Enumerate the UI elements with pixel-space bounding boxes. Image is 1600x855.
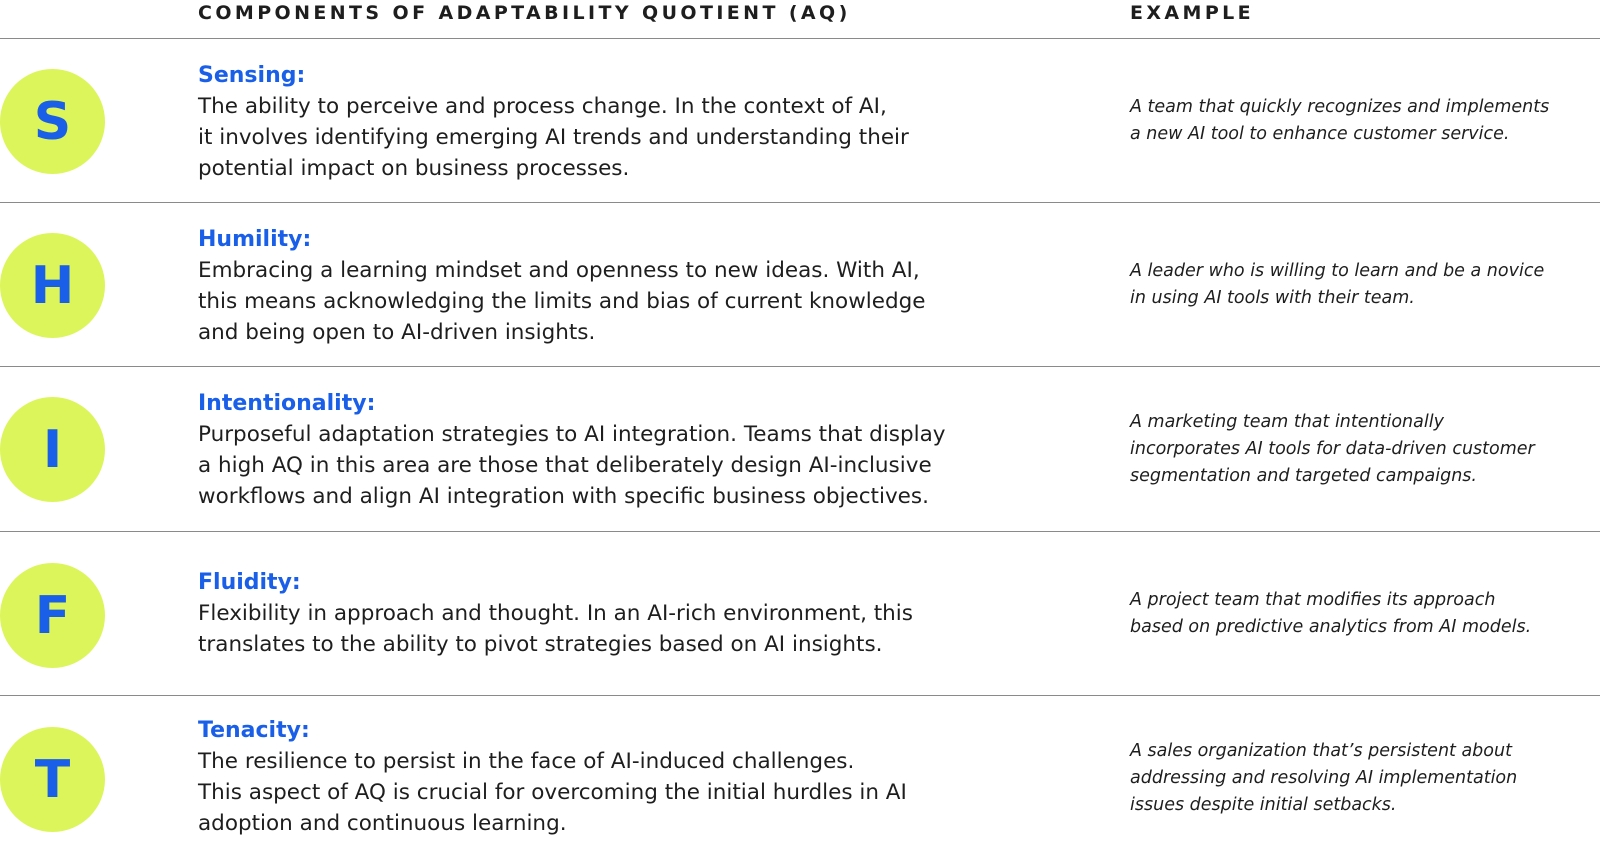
example-line: issues despite initial setbacks. [1130,795,1397,815]
term-humility: Humility: [198,227,312,252]
description-line: adoption and continuous learning. [198,811,567,836]
description-line: This aspect of AQ is crucial for overcoming the initial hurdles in AI [198,780,907,805]
description-line: The ability to perceive and process change. In the context of AI, [198,94,887,119]
example-fluidity [1130,587,1600,641]
example-line: in using AI tools with their team. [1130,288,1415,308]
description-humility [198,255,1078,348]
example-intentionality [1130,409,1600,490]
description-line: Embracing a learning mindset and openness to new ideas. With AI, [198,258,920,283]
example-line: based on predictive analytics from AI models. [1130,617,1532,637]
description-line: this means acknowledging the limits and bias of current knowledge [198,289,926,314]
description-tenacity [198,746,1078,839]
components-column-header: COMPONENTS OF ADAPTABILITY QUOTIENT (AQ) [198,2,851,24]
table-row-sensing [0,39,1600,203]
term-fluidity: Fluidity: [198,570,301,595]
letter-badge-f [0,563,105,668]
description-line: a high AQ in this area are those that deliberately design AI-inclusive [198,453,932,478]
letter-f: F [34,585,71,646]
table-row-intentionality [0,367,1600,532]
description-line: translates to the ability to pivot strategies based on AI insights. [198,632,883,657]
example-line: segmentation and targeted campaigns. [1130,466,1477,486]
component-intentionality [198,389,1078,512]
component-tenacity [198,716,1078,839]
description-fluidity [198,598,1078,660]
example-line: A marketing team that intentionally [1130,412,1444,432]
description-intentionality [198,419,1078,512]
description-sensing [198,91,1078,184]
example-line: A leader who is willing to learn and be a novice [1130,261,1545,281]
example-sensing [1130,94,1600,148]
letter-t: T [34,749,71,810]
table-row-fluidity [0,532,1600,696]
letter-badge-t [0,727,105,832]
example-tenacity [1130,738,1600,819]
example-humility [1130,258,1600,312]
example-line: a new AI tool to enhance customer service. [1130,124,1510,144]
example-line: A team that quickly recognizes and implements [1130,97,1550,117]
description-line: workflows and align AI integration with specific business objectives. [198,484,929,509]
letter-badge-s [0,69,105,174]
description-line: The resilience to persist in the face of AI-induced challenges. [198,749,855,774]
table-header [0,0,1600,39]
table-row-humility [0,203,1600,367]
example-line: addressing and resolving AI implementation [1130,768,1518,788]
letter-h: H [30,255,75,316]
component-sensing [198,61,1078,184]
example-line: A sales organization that’s persistent about [1130,741,1512,761]
letter-badge-i [0,397,105,502]
description-line: it involves identifying emerging AI trends and understanding their [198,125,909,150]
letter-i: I [42,419,63,480]
term-sensing: Sensing: [198,63,306,88]
table-row-tenacity [0,696,1600,855]
example-line: incorporates AI tools for data-driven customer [1130,439,1535,459]
description-line: Purposeful adaptation strategies to AI integration. Teams that display [198,422,946,447]
term-tenacity: Tenacity: [198,718,310,743]
description-line: and being open to AI-driven insights. [198,320,596,345]
component-humility [198,225,1078,348]
term-intentionality: Intentionality: [198,391,376,416]
letter-badge-h [0,233,105,338]
description-line: potential impact on business processes. [198,156,630,181]
component-fluidity [198,568,1078,660]
example-line: A project team that modifies its approach [1130,590,1496,610]
description-line: Flexibility in approach and thought. In an AI-rich environment, this [198,601,913,626]
letter-s: S [33,91,72,152]
example-column-header: EXAMPLE [1130,2,1255,24]
